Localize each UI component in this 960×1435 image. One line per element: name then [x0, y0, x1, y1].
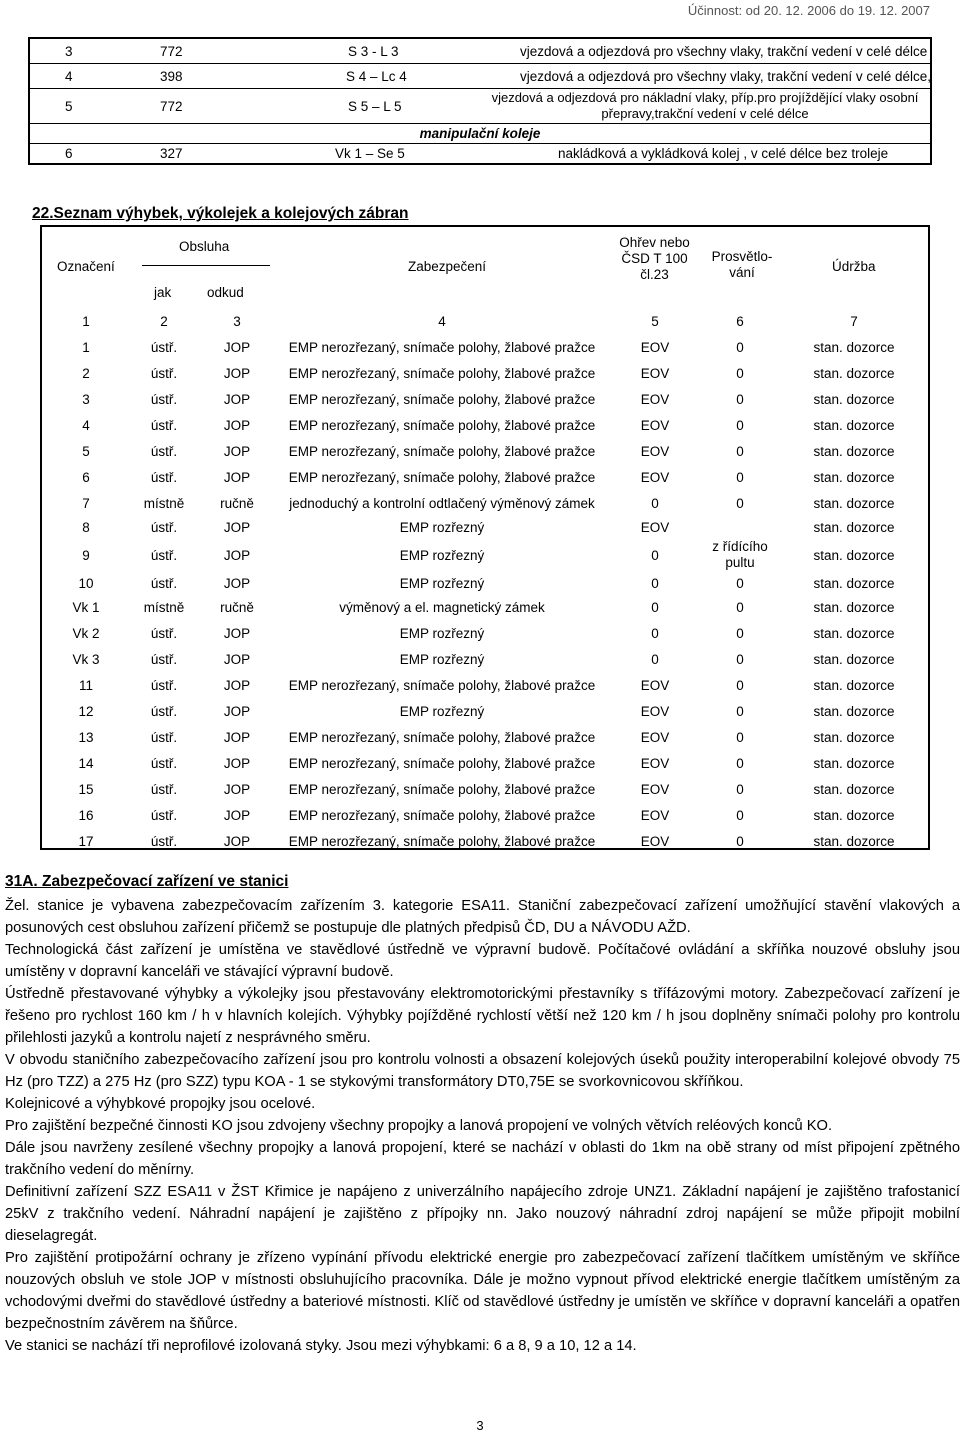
heating: EOV: [640, 365, 670, 381]
operation-type: ústř.: [150, 807, 178, 823]
maintenance: stan. dozorce: [813, 339, 895, 355]
maintenance: stan. dozorce: [813, 807, 895, 823]
maintenance: stan. dozorce: [813, 703, 895, 719]
maintenance: stan. dozorce: [813, 625, 895, 641]
column-number: 6: [736, 313, 744, 329]
maintenance: stan. dozorce: [813, 677, 895, 693]
lighting: 0: [736, 755, 744, 771]
switch-id: Vk 2: [72, 625, 100, 641]
lighting: 0: [736, 599, 744, 615]
operation-place: JOP: [223, 781, 251, 797]
table-row: [42, 438, 928, 464]
operation-place: JOP: [223, 443, 251, 459]
security-type: EMP rozřezný: [399, 519, 485, 535]
track-signals: S 5 – L 5: [348, 98, 402, 114]
lighting: 0: [736, 807, 744, 823]
table-row: [42, 698, 928, 724]
column-number: 1: [82, 313, 90, 329]
operation-place: JOP: [223, 729, 251, 745]
switch-id: 3: [82, 391, 90, 407]
maintenance: stan. dozorce: [813, 365, 895, 381]
switch-id: 1: [82, 339, 90, 355]
switch-id: 12: [78, 703, 94, 719]
operation-place: JOP: [223, 365, 251, 381]
header-udrzba: Údržba: [832, 259, 876, 274]
maintenance: stan. dozorce: [813, 833, 895, 849]
table-row: [42, 386, 928, 412]
switch-id: 17: [78, 833, 94, 849]
column-number: 2: [160, 313, 168, 329]
operation-type: ústř.: [150, 391, 178, 407]
operation-place: JOP: [223, 417, 251, 433]
heating: EOV: [640, 391, 670, 407]
header-divider: [142, 265, 270, 266]
header-prosvetlovani: Prosvětlo- vání: [711, 249, 773, 280]
heating: EOV: [640, 339, 670, 355]
switch-id: 5: [82, 443, 90, 459]
heating: EOV: [640, 519, 670, 535]
heating: EOV: [640, 755, 670, 771]
security-type: EMP rozřezný: [399, 625, 485, 641]
table-row: [42, 724, 928, 750]
table-row: [42, 516, 928, 538]
table-row: [30, 39, 930, 64]
operation-place: JOP: [223, 339, 251, 355]
operation-place: ručně: [220, 495, 254, 511]
track-number: 3: [65, 43, 73, 59]
maintenance: stan. dozorce: [813, 519, 895, 535]
heating: EOV: [640, 703, 670, 719]
column-number: 3: [233, 313, 241, 329]
operation-type: ústř.: [150, 443, 178, 459]
maintenance: stan. dozorce: [813, 547, 895, 563]
switch-id: Vk 1: [72, 599, 100, 615]
heating: EOV: [640, 469, 670, 485]
table-row: [42, 334, 928, 360]
maintenance: stan. dozorce: [813, 575, 895, 591]
table-row: [42, 776, 928, 802]
operation-place: JOP: [223, 547, 251, 563]
switch-id: 2: [82, 365, 90, 381]
table-row: [42, 594, 928, 620]
operation-place: ručně: [220, 599, 254, 615]
heating: 0: [651, 651, 659, 667]
heating: EOV: [640, 443, 670, 459]
lighting: 0: [736, 443, 744, 459]
track-table: [28, 37, 932, 165]
operation-place: JOP: [223, 807, 251, 823]
operation-type: ústř.: [150, 755, 178, 771]
track-number: 5: [65, 98, 73, 114]
lighting: 0: [736, 677, 744, 693]
header-obsluha: Obsluha: [179, 239, 230, 254]
table-row: [42, 538, 928, 572]
lighting: 0: [736, 365, 744, 381]
track-signals: Vk 1 – Se 5: [335, 146, 405, 161]
paragraph: Ve stanici se nachází tři neprofilové izolovaná styky. Jsou mezi výhybkami: 6 a 8, 9 a 10, 12 a 14.: [5, 1338, 637, 1354]
column-numbers-row: [42, 308, 928, 334]
table-row: [42, 360, 928, 386]
security-type: EMP nerozřezaný, snímače polohy, žlabové pražce: [288, 469, 596, 485]
operation-type: ústř.: [150, 703, 178, 719]
heating: EOV: [640, 729, 670, 745]
operation-type: ústř.: [150, 729, 178, 745]
heating: EOV: [640, 833, 670, 849]
manipulation-tracks-label: manipulační koleje: [419, 126, 541, 141]
track-signals: S 3 - L 3: [348, 43, 399, 59]
switch-id: 14: [78, 755, 94, 771]
operation-type: ústř.: [150, 833, 178, 849]
operation-type: ústř.: [150, 651, 178, 667]
lighting: 0: [736, 339, 744, 355]
security-type: EMP nerozřezaný, snímače polohy, žlabové pražce: [288, 729, 596, 745]
security-type: EMP nerozřezaný, snímače polohy, žlabové pražce: [288, 781, 596, 797]
maintenance: stan. dozorce: [813, 651, 895, 667]
heating: 0: [651, 575, 659, 591]
operation-type: ústř.: [150, 575, 178, 591]
heating: 0: [651, 547, 659, 563]
lighting: 0: [736, 469, 744, 485]
paragraph: Technologická část zařízení je umístěna ve stavědlové ústředně ve výpravní budově. Počítačové ovládání a skříňka nouzové obsluhy jsou umístěny v dopravní kanceláři ve stávající výpravní budově.: [5, 942, 960, 980]
security-type: jednoduchý a kontrolní odtlačený výměnový zámek: [289, 495, 595, 511]
security-type: EMP nerozřezaný, snímače polohy, žlabové pražce: [288, 677, 596, 693]
paragraph: Kolejnicové a výhybkové propojky jsou ocelové.: [5, 1096, 316, 1112]
header-ohrev: Ohřev nebo ČSD T 100 čl.23: [619, 235, 690, 282]
heating: EOV: [640, 781, 670, 797]
table-row: [30, 124, 930, 144]
track-length: 398: [160, 68, 183, 84]
maintenance: stan. dozorce: [813, 417, 895, 433]
track-number: 6: [65, 146, 73, 161]
operation-place: JOP: [223, 625, 251, 641]
table-row: [30, 89, 930, 124]
maintenance: stan. dozorce: [813, 599, 895, 615]
column-number: 4: [438, 313, 446, 329]
lighting: 0: [736, 417, 744, 433]
maintenance: stan. dozorce: [813, 443, 895, 459]
security-type: EMP nerozřezaný, snímače polohy, žlabové pražce: [288, 417, 596, 433]
lighting: 0: [736, 495, 744, 511]
paragraph: Ústředně přestavované výhybky a výkolejky jsou přestavovány elektromotorickými přestavníky s třífázovými motory. Zabezpečovací zařízení je řešeno pro rychlost 160 km / h v hlavních kolejích. Výhybky pojížděné rychlostí větší než 120 km / h jsou doplněny snímači polohy pro kontrolu přilehlosti jazyků a kontrolu najetí z nesprávného směru.: [5, 986, 960, 1046]
operation-type: ústř.: [150, 547, 178, 563]
track-number: 4: [65, 68, 73, 84]
section-31a-body: [5, 895, 960, 1357]
column-number: 7: [850, 313, 858, 329]
operation-type: místně: [143, 599, 185, 615]
lighting: 0: [736, 651, 744, 667]
page-number: 3: [476, 1418, 484, 1433]
paragraph: Žel. stanice je vybavena zabezpečovacím zařízením 3. kategorie ESA11. Staniční zabezpečovací zařízení umožňující stavění vlakových a posunových cest obsluhou zařízení přičemž se postupuje dle platných předpisů ČD, DU a NÁVODU AŽD.: [5, 898, 960, 936]
track-length: 327: [160, 146, 183, 161]
switch-id: 9: [82, 547, 90, 563]
table-row: [42, 572, 928, 594]
table-row: [42, 490, 928, 516]
lighting: 0: [736, 575, 744, 591]
paragraph: Pro zajištění bezpečné činnosti KO jsou zdvojeny všechny propojky a lanová propojení ve volných větvích reléových konců KO.: [5, 1118, 833, 1134]
heating: EOV: [640, 807, 670, 823]
heating: EOV: [640, 677, 670, 693]
table-row: [42, 672, 928, 698]
security-type: výměnový a el. magnetický zámek: [339, 599, 545, 615]
security-type: EMP nerozřezaný, snímače polohy, žlabové pražce: [288, 365, 596, 381]
maintenance: stan. dozorce: [813, 755, 895, 771]
switch-id: 16: [78, 807, 94, 823]
security-type: EMP nerozřezaný, snímače polohy, žlabové pražce: [288, 339, 596, 355]
track-description: nakládková a vykládková kolej , v celé délce bez troleje: [558, 146, 889, 161]
switch-id: 4: [82, 417, 90, 433]
table-row: [42, 802, 928, 828]
lighting: 0: [736, 729, 744, 745]
table-row: [42, 620, 928, 646]
track-description: vjezdová a odjezdová pro všechny vlaky, trakční vedení v celé délce: [520, 43, 928, 59]
validity-header: Účinnost: od 20. 12. 2006 do 19. 12. 2007: [687, 3, 930, 18]
switches-table: [40, 225, 930, 850]
heating: EOV: [640, 417, 670, 433]
table-row: [42, 464, 928, 490]
lighting: 0: [736, 703, 744, 719]
operation-type: ústř.: [150, 625, 178, 641]
operation-place: JOP: [223, 519, 251, 535]
security-type: EMP rozřezný: [399, 651, 485, 667]
operation-place: JOP: [223, 391, 251, 407]
operation-place: JOP: [223, 651, 251, 667]
paragraph: Dále jsou navrženy zesílené všechny propojky a lanová propojení, které se nachází v oblasti do 1km na obě strany od míst připojení zpětného trakčního vedení do měnírny.: [5, 1140, 960, 1178]
operation-place: JOP: [223, 575, 251, 591]
column-number: 5: [651, 313, 659, 329]
operation-place: JOP: [223, 469, 251, 485]
paragraph: Pro zajištění protipožární ochrany je zřízeno vypínání přívodu elektrické energie pro zabezpečovací zařízení tlačítkem umístěným ve skříňce nouzových obsluh ve stole JOP v místnosti obsluhujícího pracovníka. Dále je možno vypnout přívod elektrické energie tlačítkem umístěným za vchodovými dveřmi do stavědlové ústředny a bateriové místnosti. Klíč od stavědlové ústředny je umístěn ve skříňce v dopravní kanceláři a opatřen bezpečnostním závěrem na šňůrce.: [5, 1250, 960, 1332]
operation-type: ústř.: [150, 339, 178, 355]
section-22-title: 22.Seznam výhybek, výkolejek a kolejových zábran: [32, 205, 409, 222]
table-row: [30, 144, 930, 163]
lighting: 0: [736, 781, 744, 797]
header-odkud: odkud: [207, 285, 244, 300]
heating: 0: [651, 599, 659, 615]
table-row: [42, 412, 928, 438]
header-oznaceni: Označení: [57, 259, 115, 274]
security-type: EMP nerozřezaný, snímače polohy, žlabové pražce: [288, 833, 596, 849]
security-type: EMP nerozřezaný, snímače polohy, žlabové pražce: [288, 755, 596, 771]
track-description: vjezdová a odjezdová pro nákladní vlaky, příp.pro projíždějící vlaky osobní přepravy,trakční vedení v celé délce: [491, 90, 919, 121]
header-jak: jak: [154, 285, 172, 300]
table-row: [42, 828, 928, 854]
security-type: EMP nerozřezaný, snímače polohy, žlabové pražce: [288, 443, 596, 459]
security-type: EMP nerozřezaný, snímače polohy, žlabové pražce: [288, 391, 596, 407]
section-31a-title: 31A. Zabezpečovací zařízení ve stanici: [5, 873, 289, 890]
lighting: z řídícího pultu: [712, 539, 768, 570]
maintenance: stan. dozorce: [813, 469, 895, 485]
table-row: [30, 64, 930, 89]
table-row: [42, 750, 928, 776]
track-description: vjezdová a odjezdová pro všechny vlaky, trakční vedení v celé délce,: [520, 68, 931, 84]
operation-type: místně: [143, 495, 185, 511]
switch-id: 11: [78, 677, 94, 693]
switch-id: Vk 3: [72, 651, 100, 667]
paragraph: Definitivní zařízení SZZ ESA11 v ŽST Křimice je napájeno z univerzálního napájecího zdroje UNZ1. Základní napájení je zajištěno trafostanicí 25kV z trakčního vedení. Náhradní napájení je zajištěno z přípojky nn. Jako nouzový náhradní zdroj napájení se může připojit mobilní dieselagregát.: [5, 1184, 960, 1244]
lighting: 0: [736, 625, 744, 641]
switch-id: 15: [78, 781, 94, 797]
switch-id: 10: [78, 575, 94, 591]
table-row: [42, 646, 928, 672]
track-length: 772: [160, 43, 183, 59]
operation-type: ústř.: [150, 417, 178, 433]
header-zabezpeceni: Zabezpečení: [408, 259, 487, 274]
operation-place: JOP: [223, 833, 251, 849]
lighting: 0: [736, 833, 744, 849]
security-type: EMP nerozřezaný, snímače polohy, žlabové pražce: [288, 807, 596, 823]
operation-place: JOP: [223, 755, 251, 771]
heating: 0: [651, 625, 659, 641]
operation-type: ústř.: [150, 365, 178, 381]
operation-place: JOP: [223, 677, 251, 693]
switch-id: 7: [82, 495, 90, 511]
maintenance: stan. dozorce: [813, 781, 895, 797]
security-type: EMP rozřezný: [399, 703, 485, 719]
maintenance: stan. dozorce: [813, 495, 895, 511]
switch-id: 6: [82, 469, 90, 485]
track-length: 772: [160, 98, 183, 114]
switch-id: 13: [78, 729, 94, 745]
operation-type: ústř.: [150, 781, 178, 797]
switch-id: 8: [82, 519, 90, 535]
operation-place: JOP: [223, 703, 251, 719]
operation-type: ústř.: [150, 469, 178, 485]
security-type: EMP rozřezný: [399, 575, 485, 591]
heating: 0: [651, 495, 659, 511]
operation-type: ústř.: [150, 677, 178, 693]
operation-type: ústř.: [150, 519, 178, 535]
maintenance: stan. dozorce: [813, 729, 895, 745]
lighting: 0: [736, 391, 744, 407]
track-signals: S 4 – Lc 4: [346, 68, 407, 84]
maintenance: stan. dozorce: [813, 391, 895, 407]
security-type: EMP rozřezný: [399, 547, 485, 563]
paragraph: V obvodu staničního zabezpečovacího zařízení jsou pro kontrolu volnosti a obsazení kolejových úseků použity interoperabilní kolejové obvody 75 Hz (pro TZZ) a 275 Hz (pro SZZ) typu KOA - 1 se stykovými transformátory DT0,75E se svorkovnicovou skříňkou.: [5, 1052, 960, 1090]
